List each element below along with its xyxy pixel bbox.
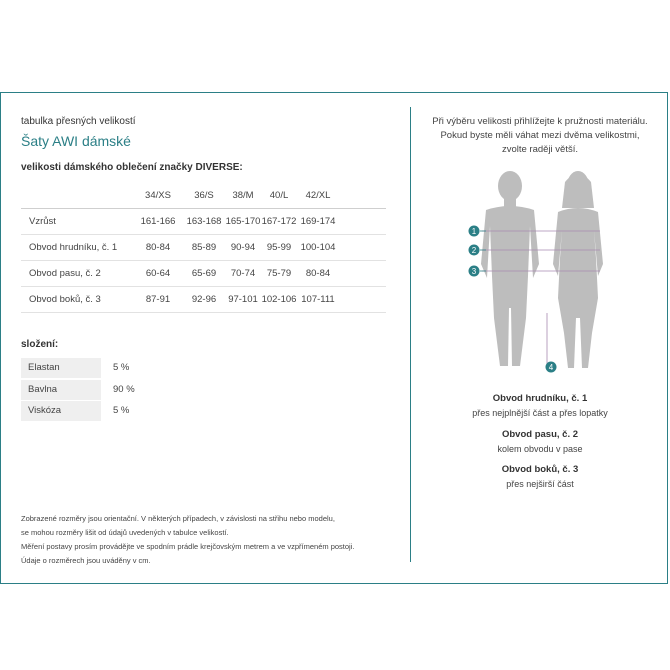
table-cell: 107-111	[301, 294, 335, 305]
table-cell: 90-94	[230, 242, 256, 253]
marker-3	[469, 266, 480, 277]
table-row	[21, 287, 386, 313]
footnote-line: Měření postavy prosím provádějte ve spodním prádle krejčovským metrem a ve vzpřímeném postoji.	[21, 542, 355, 551]
row-label: Obvod pasu, č. 2	[29, 268, 101, 279]
row-label: Obvod boků, č. 3	[29, 294, 101, 305]
composition-label: Viskóza	[21, 401, 101, 421]
table-cell: 161-166	[140, 216, 176, 227]
measurement-title: Obvod hrudníku, č. 1	[492, 393, 588, 404]
measurement-chest	[420, 393, 660, 418]
female-silhouette	[553, 171, 603, 368]
table-cell: 80-84	[305, 268, 331, 279]
size-table	[21, 184, 386, 313]
measurement-title: Obvod pasu, č. 2	[501, 429, 579, 440]
footnote-line: se mohou rozměry lišit od údajů uvedených v tabulce velikostí.	[21, 528, 229, 537]
composition-label: Bavlna	[21, 380, 101, 400]
intro-line: Při výběru velikosti přihlížejte k pružnosti materiálu.	[432, 116, 648, 127]
table-cell: 85-89	[191, 242, 217, 253]
table-header-row	[21, 184, 386, 209]
table-row	[21, 261, 386, 287]
table-cell: 165-170	[225, 216, 261, 227]
table-cell: 75-79	[266, 268, 292, 279]
row-label: Obvod hrudníku, č. 1	[29, 242, 118, 253]
header-cell: 42/XL	[305, 190, 331, 201]
table-cell: 60-64	[145, 268, 171, 279]
table-cell: 65-69	[191, 268, 217, 279]
measurement-desc: kolem obvodu v pase	[497, 444, 583, 454]
marker-2	[469, 245, 480, 256]
table-row	[21, 235, 386, 261]
table-cell: 167-172	[261, 216, 297, 227]
table-cell: 92-96	[191, 294, 217, 305]
composition-heading: složení:	[21, 339, 59, 350]
header-cell: 36/S	[194, 190, 214, 201]
table-cell: 163-168	[186, 216, 222, 227]
composition-value: 5 %	[113, 362, 130, 373]
product-title: Šaty AWI dámské	[21, 133, 131, 149]
measurement-hips	[420, 464, 660, 489]
column-divider	[410, 107, 411, 562]
table-cell: 95-99	[266, 242, 292, 253]
body-measurement-figure	[460, 168, 620, 380]
table-subtitle: tabulka přesných velikostí	[21, 116, 136, 127]
table-cell: 70-74	[230, 268, 256, 279]
marker-label: 2	[471, 246, 477, 255]
intro-line: Pokud byste měli váhat mezi dvěma velikostmi,	[440, 130, 640, 141]
header-cell: 40/L	[269, 190, 289, 201]
measurement-desc: přes nejplnější část a přes lopatky	[472, 408, 608, 418]
sizes-heading: velikosti dámského oblečení značky DIVERSE:	[21, 162, 243, 173]
table-cell: 87-91	[145, 294, 171, 305]
footnote-line: Zobrazené rozměry jsou orientační. V některých případech, v závislosti na střihu nebo modelu,	[21, 514, 335, 523]
marker-1	[469, 226, 480, 237]
table-cell: 80-84	[145, 242, 171, 253]
composition-label: Elastan	[21, 358, 101, 378]
measurement-title: Obvod boků, č. 3	[501, 464, 579, 475]
intro-line: zvolte raději větší.	[501, 144, 579, 155]
header-cell: 38/M	[232, 190, 254, 201]
table-cell: 169-174	[300, 216, 336, 227]
male-silhouette	[481, 171, 539, 366]
composition-value: 5 %	[113, 405, 130, 416]
table-row	[21, 209, 386, 235]
measurement-desc: přes nejširší část	[506, 479, 574, 489]
marker-4	[546, 362, 557, 373]
marker-label: 1	[471, 227, 477, 236]
marker-label: 3	[471, 267, 477, 276]
composition-value: 90 %	[113, 384, 135, 395]
measurement-waist	[420, 429, 660, 454]
marker-label: 4	[548, 363, 554, 372]
header-cell: 34/XS	[145, 190, 171, 201]
row-label: Vzrůst	[29, 216, 56, 227]
table-cell: 97-101	[228, 294, 258, 305]
footnote-line: Údaje o rozměrech jsou uváděny v cm.	[21, 556, 151, 565]
table-cell: 100-104	[300, 242, 336, 253]
table-cell: 102-106	[261, 294, 297, 305]
